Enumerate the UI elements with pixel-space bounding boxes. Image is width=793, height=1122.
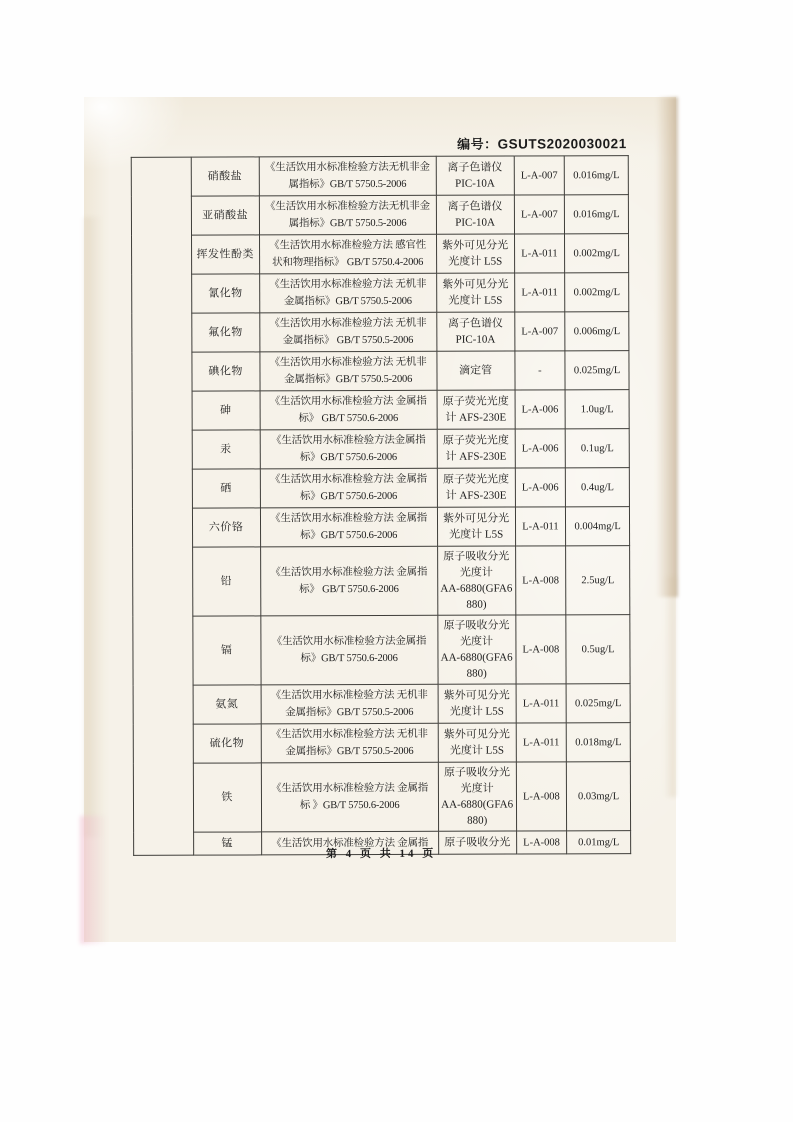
instrument-cell: 原子荧光光度 计 AFS-230E: [437, 468, 515, 507]
method-code-cell: L-A-007: [514, 195, 565, 234]
table-row: [131, 195, 628, 236]
method-code-cell: L-A-006: [515, 468, 566, 507]
method-code-cell: L-A-007: [514, 312, 565, 351]
method-code-cell: L-A-008: [516, 831, 567, 854]
instrument-cell: 紫外可见分光 光度计 L5S: [438, 723, 516, 762]
method-standard-cell: 《生活饮用水标准检验方法 金属指: [261, 831, 438, 855]
method-code-cell: L-A-011: [516, 723, 567, 762]
method-code-cell: L-A-011: [516, 684, 567, 723]
parameter-name-cell: 镉: [193, 616, 261, 685]
parameter-name-cell: 砷: [192, 391, 260, 430]
method-code-cell: L-A-008: [515, 615, 566, 684]
instrument-cell: 原子吸收分光 光度计 AA-6880(GFA6 880): [437, 615, 515, 684]
method-standard-cell: 《生活饮用水标准检验方法 感官性 状和物理指标》 GB/T 5750.4-2006: [259, 234, 436, 274]
table-row: [133, 762, 630, 833]
doc-number-label: 编号：: [457, 136, 498, 152]
table-row: [132, 273, 629, 314]
doc-number: [457, 133, 627, 153]
method-standard-cell: 《生活饮用水标准检验方法无机非金 属指标》GB/T 5750.5-2006: [259, 195, 436, 235]
instrument-cell: 离子色谱仪 PIC-10A: [436, 156, 514, 195]
parameter-name-cell: 氨氮: [193, 685, 261, 724]
scanned-page: [84, 97, 676, 942]
parameter-name-cell: 铁: [193, 763, 261, 832]
detection-limit-cell: 0.5ug/L: [566, 615, 630, 684]
table-row: [132, 351, 629, 392]
method-standard-cell: 《生活饮用水标准检验方法 无机非 金属指标》GB/T 5750.5-2006: [261, 684, 438, 724]
method-standard-cell: 《生活饮用水标准检验方法 金属指 标》GB/T 5750.6-2006: [260, 468, 437, 508]
method-code-cell: L-A-011: [515, 507, 566, 546]
detection-limit-cell: 0.1ug/L: [565, 429, 629, 468]
doc-number-value: GSUTS2020030021: [497, 136, 627, 152]
method-standard-cell: 《生活饮用水标准检验方法 金属指 标》 GB/T 5750.6-2006: [260, 390, 437, 430]
parameter-name-cell: 锰: [193, 832, 261, 855]
detection-limit-cell: 0.03mg/L: [567, 762, 631, 831]
method-code-cell: L-A-006: [515, 390, 566, 429]
method-standard-cell: 《生活饮用水标准检验方法无机非金 属指标》GB/T 5750.5-2006: [259, 156, 436, 196]
analysis-table-wrap: [131, 155, 631, 856]
parameter-name-cell: 亚硝酸盐: [191, 196, 259, 235]
method-standard-cell: 《生活饮用水标准检验方法金属指 标》GB/T 5750.6-2006: [260, 429, 437, 469]
analysis-methods-table: [131, 155, 631, 856]
method-code-cell: L-A-007: [514, 156, 565, 195]
detection-limit-cell: 0.016mg/L: [565, 195, 629, 234]
detection-limit-cell: 2.5ug/L: [566, 546, 630, 615]
instrument-cell: 紫外可见分光 光度计 L5S: [438, 684, 516, 723]
method-standard-cell: 《生活饮用水标准检验方法 金属指 标》GB/T 5750.6-2006: [260, 507, 437, 547]
method-standard-cell: 《生活饮用水标准检验方法 无机非 金属指标》GB/T 5750.5-2006: [261, 723, 438, 763]
parameter-name-cell: 铅: [192, 547, 260, 616]
method-code-cell: L-A-006: [515, 429, 566, 468]
page-content: [83, 96, 678, 943]
table-row: [132, 468, 629, 509]
method-code-cell: L-A-008: [515, 546, 566, 615]
method-standard-cell: 《生活饮用水标准检验方法 金属指 标》 GB/T 5750.6-2006: [260, 546, 437, 616]
table-row: [133, 684, 630, 725]
table-row: [133, 615, 630, 686]
detection-limit-cell: 0.016mg/L: [564, 156, 628, 195]
table-row: [132, 429, 629, 470]
detection-limit-cell: 0.025mg/L: [566, 684, 630, 723]
table-row: [131, 156, 628, 197]
method-standard-cell: 《生活饮用水标准检验方法金属指 标》GB/T 5750.6-2006: [260, 615, 437, 685]
table-row: [132, 507, 629, 548]
parameter-name-cell: 氟化物: [191, 313, 259, 352]
detection-limit-cell: 0.01mg/L: [567, 831, 631, 854]
parameter-name-cell: 硝酸盐: [191, 157, 259, 196]
instrument-cell: 离子色谱仪 PIC-10A: [436, 195, 514, 234]
detection-limit-cell: 0.4ug/L: [566, 468, 630, 507]
method-standard-cell: 《生活饮用水标准检验方法 无机非 金属指标》GB/T 5750.5-2006: [259, 351, 436, 391]
page-footer: 第 4 页 共 14 页: [326, 847, 437, 861]
table-row: [132, 390, 629, 431]
category-spanner-cell: [131, 157, 193, 855]
detection-limit-cell: 0.006mg/L: [565, 312, 629, 351]
method-code-cell: -: [515, 351, 566, 390]
detection-limit-cell: 0.002mg/L: [565, 234, 629, 273]
instrument-cell: 原子荧光光度 计 AFS-230E: [437, 429, 515, 468]
detection-limit-cell: 0.002mg/L: [565, 273, 629, 312]
table-row: [132, 234, 629, 275]
instrument-cell: 离子色谱仪 PIC-10A: [436, 312, 514, 351]
detection-limit-cell: 0.018mg/L: [566, 723, 630, 762]
parameter-name-cell: 硫化物: [193, 724, 261, 763]
parameter-name-cell: 挥发性酚类: [191, 235, 259, 274]
instrument-cell: 原子吸收分光 光度计 AA-6880(GFA6 880): [438, 762, 516, 831]
method-standard-cell: 《生活饮用水标准检验方法 无机非 金属指标》 GB/T 5750.5-2006: [259, 312, 436, 352]
analysis-table-body: [131, 156, 630, 856]
instrument-cell: 原子吸收分光: [438, 831, 516, 854]
instrument-cell: 原子荧光光度 计 AFS-230E: [437, 390, 515, 429]
instrument-cell: 紫外可见分光 光度计 L5S: [436, 234, 514, 273]
parameter-name-cell: 碘化物: [192, 352, 260, 391]
instrument-cell: 紫外可见分光 光度计 L5S: [436, 273, 514, 312]
method-standard-cell: 《生活饮用水标准检验方法 无机非 金属指标》GB/T 5750.5-2006: [259, 273, 436, 313]
parameter-name-cell: 汞: [192, 430, 260, 469]
parameter-name-cell: 氰化物: [191, 274, 259, 313]
instrument-cell: 紫外可见分光 光度计 L5S: [437, 507, 515, 546]
detection-limit-cell: 0.025mg/L: [565, 351, 629, 390]
table-row: [133, 723, 630, 764]
table-row: [132, 312, 629, 353]
instrument-cell: 滴定管: [437, 351, 515, 390]
method-code-cell: L-A-008: [516, 762, 567, 831]
method-code-cell: L-A-011: [514, 273, 565, 312]
method-code-cell: L-A-011: [514, 234, 565, 273]
parameter-name-cell: 六价铬: [192, 508, 260, 547]
table-row: [133, 546, 630, 617]
detection-limit-cell: 0.004mg/L: [566, 507, 630, 546]
instrument-cell: 原子吸收分光 光度计 AA-6880(GFA6 880): [437, 546, 515, 615]
method-standard-cell: 《生活饮用水标准检验方法 金属指 标 》GB/T 5750.6-2006: [261, 762, 438, 832]
detection-limit-cell: 1.0ug/L: [565, 390, 629, 429]
parameter-name-cell: 硒: [192, 469, 260, 508]
